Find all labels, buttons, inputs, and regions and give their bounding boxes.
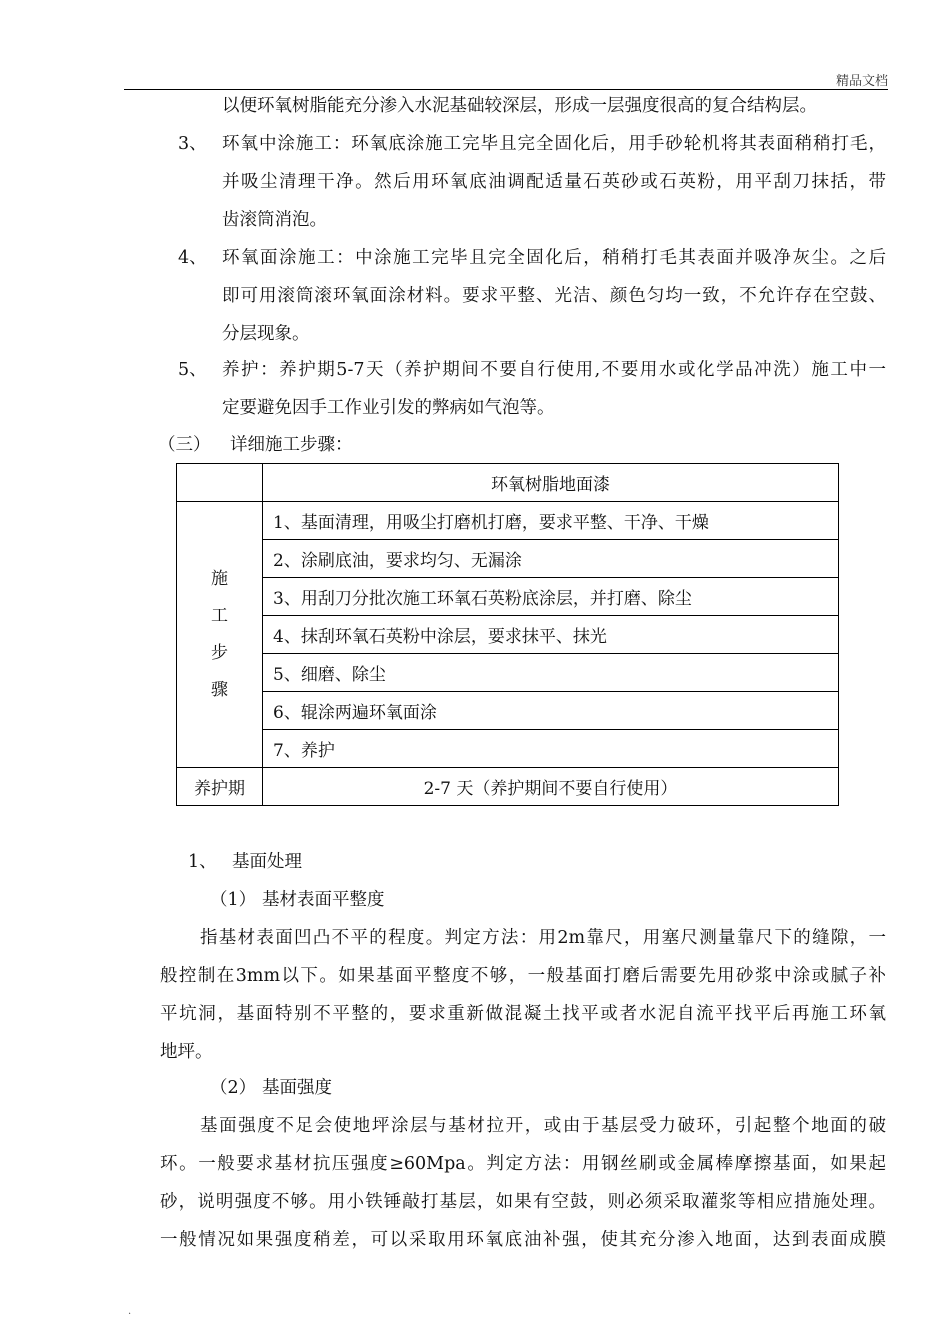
paragraph-line: 地坪。: [160, 1042, 213, 1062]
subsection-title: 基材表面平整度: [262, 890, 385, 910]
table-row: [177, 464, 839, 502]
table-header-empty: [177, 464, 263, 502]
text-line: 定要避免因手工作业引发的弊病如气泡等。: [222, 398, 555, 418]
cure-label-cell: 养护期: [177, 768, 263, 806]
construction-steps-table: [176, 463, 839, 806]
table-row: [177, 768, 839, 806]
text-line: 即可用滚筒滚环氧面涂材料。要求平整、光洁、颜色匀均一致，不允许存在空鼓、: [222, 286, 886, 306]
footer-mark: .: [128, 1306, 132, 1317]
text-line: 分层现象。: [222, 324, 310, 344]
part-title: 基面处理: [232, 852, 302, 872]
text-line: 环氧面涂施工：中涂施工完毕且完全固化后，稍稍打毛其表面并吸净灰尘。之后: [222, 248, 886, 268]
table-row: [177, 730, 839, 768]
subsection-title: 基面强度: [262, 1078, 332, 1098]
table-header-cell: 环氧树脂地面漆: [263, 464, 839, 502]
text-line: 环氧中涂施工：环氧底涂施工完毕且完全固化后，用手砂轮机将其表面稍稍打毛，: [222, 134, 886, 154]
table-row: [177, 502, 839, 540]
subsection-number: （1）: [210, 890, 257, 910]
table-row: [177, 692, 839, 730]
paragraph-line: 平坑洞，基面特别不平整的，要求重新做混凝土找平或者水泥自流平找平后再施工环氧: [160, 1004, 886, 1024]
step-cell: 5、细磨、除尘: [263, 654, 839, 692]
table-row: [177, 578, 839, 616]
step-cell: 3、用刮刀分批次施工环氧石英粉底涂层，并打磨、除尘: [263, 578, 839, 616]
step-cell: 6、辊涂两遍环氧面涂: [263, 692, 839, 730]
side-label-char: 工: [211, 605, 228, 626]
subsection-number: （2）: [210, 1078, 257, 1098]
cure-value-cell: 2-7 天（养护期间不要自行使用）: [263, 768, 839, 806]
item-number: 3、: [178, 134, 207, 154]
text-line: 并吸尘清理干净。然后用环氧底油调配适量石英砂或石英粉，用平刮刀抹括，带: [222, 172, 886, 192]
table-row: [177, 654, 839, 692]
side-label: [211, 561, 228, 709]
paragraph-line: 环。一般要求基材抗压强度≥60Mpa。判定方法：用钢丝刷或金属棒摩擦基面，如果起: [160, 1154, 886, 1174]
side-label-char: 施: [211, 568, 228, 589]
side-label-char: 步: [211, 642, 228, 663]
text-line: 以便环氧树脂能充分渗入水泥基础较深层，形成一层强度很高的复合结构层。: [222, 96, 817, 116]
paragraph-line: 指基材表面凹凸不平的程度。判定方法：用2m靠尺，用塞尺测量靠尺下的缝隙，一: [200, 928, 886, 948]
item-number: 5、: [178, 360, 207, 380]
side-label-char: 骤: [211, 679, 228, 700]
section-number: （三）: [158, 435, 211, 455]
step-cell: 1、基面清理，用吸尘打磨机打磨，要求平整、干净、干燥: [263, 502, 839, 540]
header-rule: [124, 89, 888, 90]
item-number: 4、: [178, 248, 207, 268]
header-label: 精品文档: [835, 74, 888, 89]
table-row: [177, 616, 839, 654]
paragraph-line: 基面强度不足会使地坪涂层与基材拉开，或由于基层受力破环，引起整个地面的破: [200, 1116, 886, 1136]
section-title: 详细施工步骤：: [230, 435, 353, 455]
paragraph-line: 砂，说明强度不够。用小铁锤敲打基层，如果有空鼓，则必须采取灌浆等相应措施处理。: [160, 1192, 886, 1212]
text-line: 齿滚筒消泡。: [222, 210, 327, 230]
paragraph-line: 般控制在3mm以下。如果基面平整度不够，一般基面打磨后需要先用砂浆中涂或腻子补: [160, 966, 886, 986]
table-row: [177, 540, 839, 578]
paragraph-line: 一般情况如果强度稍差，可以采取用环氧底油补强，使其充分渗入地面，达到表面成膜: [160, 1230, 886, 1250]
side-label-cell: [177, 502, 263, 768]
step-cell: 4、抹刮环氧石英粉中涂层，要求抹平、抹光: [263, 616, 839, 654]
text-line: 养护：养护期5-7天（养护期间不要自行使用,不要用水或化学品冲洗）施工中一: [222, 360, 886, 380]
step-cell: 7、养护: [263, 730, 839, 768]
part-number: 1、: [188, 852, 217, 872]
step-cell: 2、涂刷底油，要求均匀、无漏涂: [263, 540, 839, 578]
